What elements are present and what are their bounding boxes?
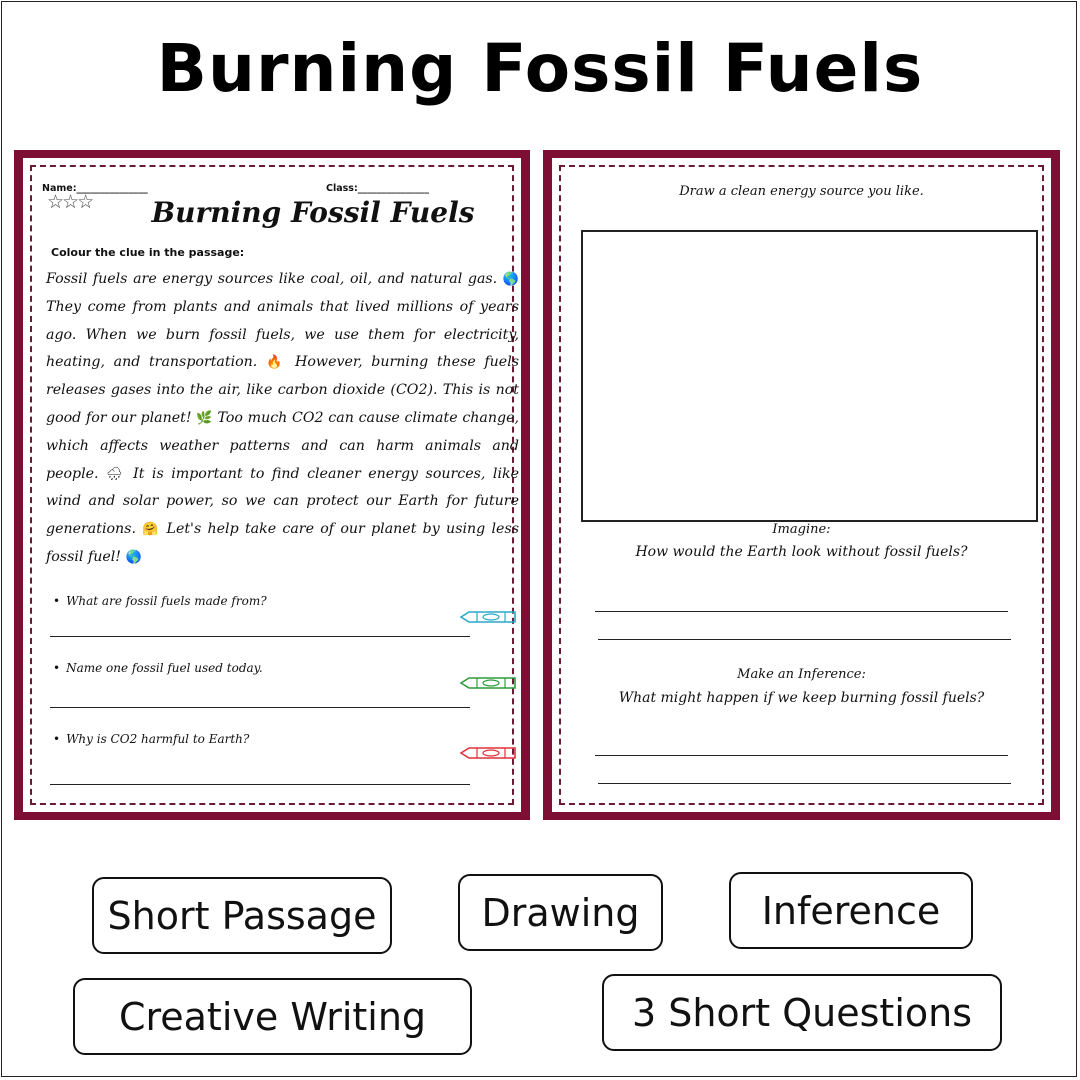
fire-icon: 🔥 [266, 355, 287, 371]
question-3 [53, 732, 249, 746]
blue-crayon-icon [459, 610, 519, 624]
green-crayon-icon [459, 676, 519, 690]
name-field-label: Name:_______________ [42, 183, 148, 194]
bullet-icon: • [53, 594, 61, 608]
imagine-label: Imagine: [772, 522, 831, 537]
passage-text: They come from plants and animals that lived millions of years ago. When we burn fossil fuels, we use them for electricity, heating, and transportation. [46, 298, 519, 371]
crayon-body [461, 678, 515, 688]
inference-question: What might happen if we keep burning fossil fuels? [618, 690, 985, 706]
hugging-face-icon: 🤗 [142, 522, 161, 538]
class-field-label: Class:_______________ [326, 183, 429, 194]
worksheet-title: Burning Fossil Fuels [151, 196, 475, 229]
earth-globe-icon: 🌎 [502, 272, 520, 287]
drawing-box [581, 230, 1038, 522]
crayon-body [461, 748, 515, 758]
tag-inference: Inference [729, 872, 973, 949]
earth-globe-icon: 🌎 [125, 549, 142, 565]
crayon-body [461, 612, 515, 622]
herb-leaf-icon: 🌿 [196, 410, 213, 426]
rating-stars-icon: ☆☆☆ [47, 191, 93, 213]
question-1-text: What are fossil fuels made from? [66, 594, 267, 608]
question-2-text: Name one fossil fuel used today. [66, 661, 263, 675]
bullet-icon: • [53, 732, 61, 746]
page-title: Burning Fossil Fuels [156, 30, 924, 107]
instruction-text: Colour the clue in the passage: [51, 246, 245, 259]
red-crayon-icon [459, 746, 519, 760]
worksheet-page [552, 158, 1051, 812]
answer-line [50, 784, 470, 785]
crayon-label [483, 680, 499, 686]
answer-line [598, 639, 1011, 640]
answer-line [598, 783, 1011, 784]
worksheet-drawing-preview [543, 150, 1060, 820]
drawing-prompt: Draw a clean energy source you like. [679, 184, 924, 199]
crayon-label [483, 614, 499, 620]
passage-text: Let's help take care of our planet by using less fossil fuel! [46, 521, 520, 565]
answer-line [595, 611, 1008, 612]
answer-line [595, 755, 1008, 756]
question-1 [53, 594, 267, 608]
reading-passage [46, 266, 519, 572]
inference-label: Make an Inference: [737, 667, 866, 682]
rain-cloud-icon: 🌧 [106, 466, 126, 482]
question-3-text: Why is CO2 harmful to Earth? [66, 732, 250, 746]
passage-text: Fossil fuels are energy sources like coal, oil, and natural gas. [46, 271, 498, 287]
crayon-label [483, 750, 499, 756]
question-2 [53, 661, 263, 675]
passage-text: Too much CO2 can cause climate change, which affects weather patterns and can harm animals and people. [46, 409, 519, 482]
imagine-question: How would the Earth look without fossil fuels? [635, 544, 968, 560]
worksheet-page [23, 158, 521, 812]
answer-line [50, 707, 470, 708]
answer-line [50, 636, 470, 637]
passage-text: It is important to find cleaner energy sources, like wind and solar power, so we can protect our Earth for future generations. [46, 465, 519, 538]
passage-text: However, burning these fuels releases gases into the air, like carbon dioxide (CO2). This is not good for our planet! [46, 354, 520, 426]
bullet-icon: • [53, 661, 61, 675]
tag-creative-writing: Creative Writing [73, 978, 472, 1055]
tag-short-passage: Short Passage [92, 877, 392, 954]
tag-3-short-questions: 3 Short Questions [602, 974, 1002, 1051]
worksheet-passage-preview [14, 150, 530, 820]
tag-drawing: Drawing [458, 874, 663, 951]
